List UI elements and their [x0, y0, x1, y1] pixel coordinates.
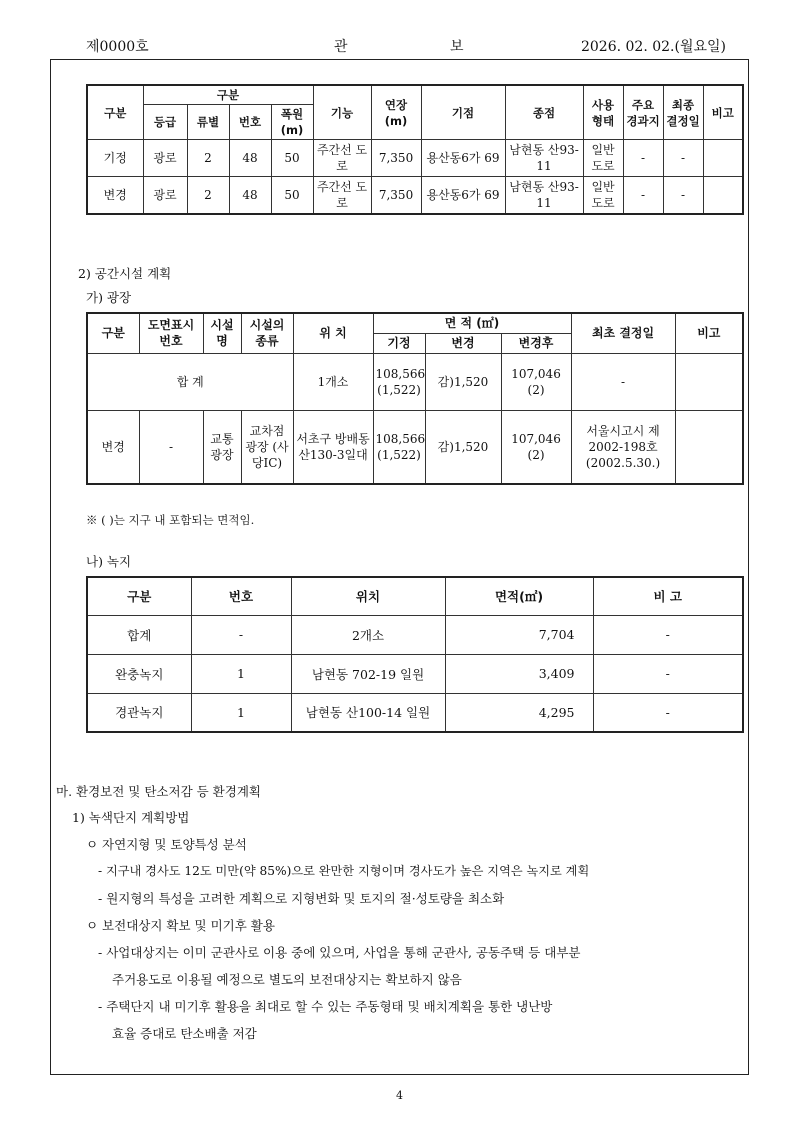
cell-gubun: 합계 [87, 615, 191, 654]
header-number: 번호 [229, 105, 271, 140]
header-location: 위 치 [293, 313, 373, 353]
subsection-title-green: 나) 녹지 [86, 554, 132, 569]
header-via: 주요 경과지 [623, 85, 663, 140]
cell-existing: 108,566 (1,522) [373, 353, 425, 410]
cell-end: 남현동 산93-11 [505, 140, 583, 177]
header-group: 구분 [143, 85, 313, 105]
cell-number: 48 [229, 177, 271, 214]
cell-location: 2개소 [291, 615, 445, 654]
header-name: 시설명 [203, 313, 241, 353]
cell-start: 용산동6가 69 [421, 140, 505, 177]
cell-location: 남현동 산100-14 일원 [291, 693, 445, 732]
cell-remark [675, 353, 743, 410]
cell-via: - [623, 140, 663, 177]
cell-gubun: 변경 [87, 410, 139, 484]
header-change: 변경 [425, 333, 501, 353]
header-length: 연장 (m) [371, 85, 421, 140]
header-gubun: 구분 [87, 85, 143, 140]
cell-after: 107,046 (2) [501, 410, 571, 484]
section-title-environment: 마. 환경보전 및 탄소저감 등 환경계획 [56, 784, 261, 799]
road-table [86, 84, 744, 215]
cell-after: 107,046 (2) [501, 353, 571, 410]
detail-microclimate-2: 효율 증대로 탄소배출 저감 [112, 1026, 257, 1041]
cell-remark: - [593, 654, 743, 693]
cell-location: 남현동 702-19 일원 [291, 654, 445, 693]
gazette-header [86, 36, 726, 60]
cell-existing: 108,566 (1,522) [373, 410, 425, 484]
cell-first-decision: - [571, 353, 675, 410]
page-number: 4 [396, 1089, 403, 1102]
cell-change: 감)1,520 [425, 410, 501, 484]
cell-width: 50 [271, 140, 313, 177]
detail-topography: - 원지형의 특성을 고려한 계획으로 지형변화 및 토지의 절·성토량을 최소화 [98, 891, 505, 906]
header-number: 번호 [191, 577, 291, 615]
cell-location: 서초구 방배동 산130-3일대 [293, 410, 373, 484]
header-gubun: 구분 [87, 577, 191, 615]
header-remark: 비고 [675, 313, 743, 353]
header-remark: 비고 [703, 85, 743, 140]
header-grade: 등급 [143, 105, 187, 140]
cell-via: - [623, 177, 663, 214]
cell-length: 7,350 [371, 140, 421, 177]
cell-area: 3,409 [445, 654, 593, 693]
cell-usage: 일반 도로 [583, 177, 623, 214]
cell-location: 1개소 [293, 353, 373, 410]
bullet-conservation: ㅇ 보전대상지 확보 및 미기후 활용 [86, 918, 275, 933]
header-map-no: 도면표시 번호 [139, 313, 203, 353]
issue-date: 2026. 02. 02.(월요일) [580, 39, 726, 55]
cell-remark: - [593, 693, 743, 732]
header-width: 폭원 (m) [271, 105, 313, 140]
cell-number: 1 [191, 654, 291, 693]
cell-kind: 교차점 광장 (사당IC) [241, 410, 293, 484]
table-row [87, 140, 743, 177]
table-row [87, 615, 743, 654]
cell-number: 1 [191, 693, 291, 732]
detail-site-use-1: - 사업대상지는 이미 군관사로 이용 중에 있으며, 사업을 통해 군관사, 공동주택 등 대부분 [98, 945, 581, 960]
cell-start: 용산동6가 69 [421, 177, 505, 214]
header-after: 변경후 [501, 333, 571, 353]
section-title-space-facilities: 2) 공간시설 계획 [78, 266, 172, 281]
table-row [87, 353, 743, 410]
cell-final: - [663, 140, 703, 177]
header-gubun: 구분 [87, 313, 139, 353]
detail-microclimate-1: - 주택단지 내 미기후 활용을 최대로 할 수 있는 주동형태 및 배치계획을 통한 냉난방 [98, 999, 553, 1014]
cell-usage: 일반 도로 [583, 140, 623, 177]
cell-remark [675, 410, 743, 484]
header-first-decision: 최초 결정일 [571, 313, 675, 353]
cell-remark [703, 177, 743, 214]
detail-slope: - 지구내 경사도 12도 미만(약 85%)으로 완만한 지형이며 경사도가 높은 지역은 녹지로 계획 [98, 864, 590, 878]
cell-first-decision: 서울시고시 제2002-198호 (2002.5.30.) [571, 410, 675, 484]
gazette-title-1: 관 [334, 39, 348, 55]
cell-number: - [191, 615, 291, 654]
header-usage: 사용 형태 [583, 85, 623, 140]
green-table [86, 576, 744, 733]
cell-area: 7,704 [445, 615, 593, 654]
cell-change: 감)1,520 [425, 353, 501, 410]
header-function: 기능 [313, 85, 371, 140]
cell-length: 7,350 [371, 177, 421, 214]
cell-grade: 광로 [143, 177, 187, 214]
cell-map-no: - [139, 410, 203, 484]
square-footnote: ※ ( )는 지구 내 포함되는 면적임. [86, 513, 255, 527]
cell-gubun: 기정 [87, 140, 143, 177]
cell-type: 2 [187, 177, 229, 214]
detail-site-use-2: 주거용도로 이용될 예정으로 별도의 보전대상지는 확보하지 않음 [112, 972, 462, 987]
table-row [87, 177, 743, 214]
header-area: 면 적 (㎡) [373, 313, 571, 333]
header-existing: 기정 [373, 333, 425, 353]
cell-gubun: 경관녹지 [87, 693, 191, 732]
header-area: 면적(㎡) [445, 577, 593, 615]
cell-number: 48 [229, 140, 271, 177]
square-table [86, 312, 744, 485]
header-final: 최종 결정일 [663, 85, 703, 140]
header-remark: 비 고 [593, 577, 743, 615]
subsection-title-green-complex: 1) 녹색단지 계획방법 [72, 810, 190, 825]
table-row [87, 693, 743, 732]
cell-width: 50 [271, 177, 313, 214]
cell-function: 주간선 도로 [313, 140, 371, 177]
cell-gubun: 완충녹지 [87, 654, 191, 693]
cell-type: 2 [187, 140, 229, 177]
gazette-title-2: 보 [450, 39, 464, 55]
header-end: 종점 [505, 85, 583, 140]
header-type: 류별 [187, 105, 229, 140]
cell-function: 주간선 도로 [313, 177, 371, 214]
cell-total-label: 합 계 [87, 353, 293, 410]
cell-area: 4,295 [445, 693, 593, 732]
table-row [87, 654, 743, 693]
header-kind: 시설의 종류 [241, 313, 293, 353]
issue-number: 제0000호 [86, 39, 149, 55]
cell-grade: 광로 [143, 140, 187, 177]
cell-gubun: 변경 [87, 177, 143, 214]
subsection-title-square: 가) 광장 [86, 290, 132, 305]
cell-remark [703, 140, 743, 177]
table-row [87, 410, 743, 484]
header-start: 기점 [421, 85, 505, 140]
cell-end: 남현동 산93-11 [505, 177, 583, 214]
header-location: 위치 [291, 577, 445, 615]
cell-name: 교통 광장 [203, 410, 241, 484]
cell-final: - [663, 177, 703, 214]
bullet-terrain: ㅇ 자연지형 및 토양특성 분석 [86, 837, 247, 852]
cell-remark: - [593, 615, 743, 654]
